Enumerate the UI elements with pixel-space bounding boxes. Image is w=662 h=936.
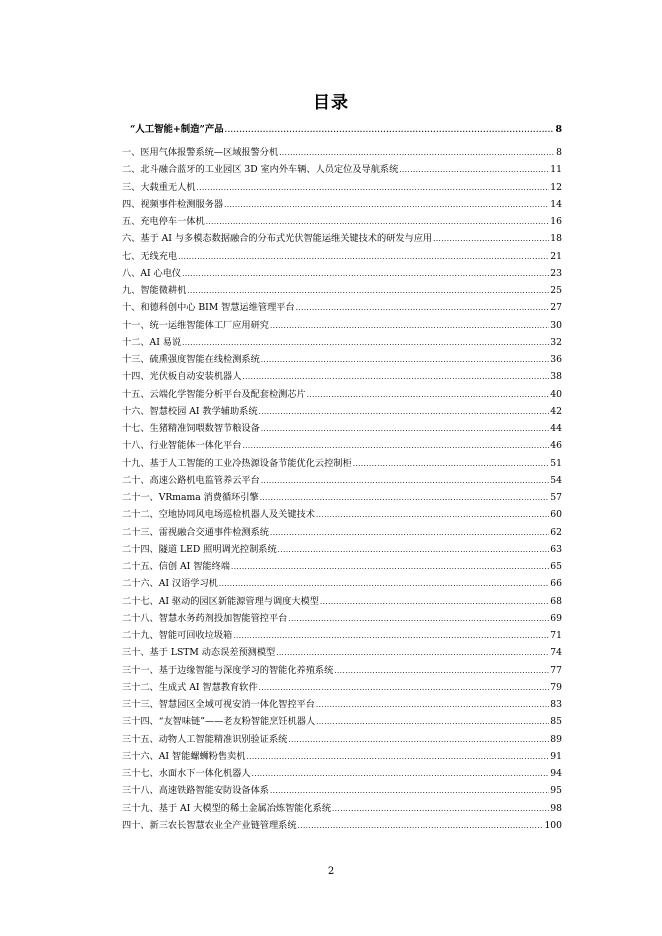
toc-entry-page: 12 [550,181,562,193]
toc-entry[interactable] [122,699,562,711]
toc-entry[interactable] [122,596,562,608]
toc-entry-page: 79 [550,681,562,693]
toc-entry[interactable] [122,354,562,366]
toc-entry[interactable] [122,716,562,728]
toc-entry-page: 100 [544,819,562,831]
toc-entry-page: 89 [550,733,562,745]
toc-entry[interactable] [122,785,562,797]
toc-entry-page: 91 [550,750,562,762]
toc-leader-dots [178,251,549,263]
toc-entry-page: 11 [550,164,562,176]
toc-entry-title: 三十二、生成式 AI 智慧教育软件 [122,681,258,693]
toc-entry[interactable] [122,578,562,590]
toc-entry-title: 十七、生猪精准饲喂数智节粮设备 [122,423,260,434]
toc-entry-page: 63 [550,543,562,555]
toc-leader-dots [316,716,549,728]
toc-entry[interactable] [122,613,562,625]
toc-entry[interactable] [122,302,562,314]
toc-entry[interactable] [122,216,562,228]
page-number: 2 [327,866,335,877]
toc-leader-dots [261,475,549,487]
toc-entry-title: 二十五、信创 AI 智能终端 [122,561,230,572]
toc-entry-page: 42 [550,405,562,417]
toc-entry[interactable] [122,665,562,677]
toc-leader-dots [261,354,549,366]
toc-entry-title: 三十、基于 LSTM 动态误差预测模型 [122,647,276,659]
toc-leader-dots [276,647,549,659]
toc-entry-title: 十、和德科创中心 BIM 智慧运维管理平台 [122,302,295,314]
toc-entry-title: 三十七、水面水下一体化机器人 [122,768,251,779]
toc-entry[interactable] [122,147,562,159]
page-title: 目录 [313,93,349,113]
toc-leader-dots [242,371,549,383]
toc-leader-dots [187,285,549,297]
toc-leader-dots [182,268,549,280]
toc-leader-dots [334,665,549,677]
toc-entry-page: 65 [550,561,562,572]
toc-entry-title: 三十八、高速铁路智能安防设备体系 [122,785,269,797]
toc-leader-dots [288,613,549,625]
toc-entry-page: 32 [550,336,562,348]
toc-entry-title: 十四、光伏板自动安装机器人 [122,371,242,383]
toc-leader-dots [246,751,549,763]
toc-leader-dots [242,440,549,452]
toc-entry-title: 十五、云端化学智能分析平台及配套检测芯片 [122,388,306,400]
toc-entry-title: 十八、行业智能体一体化平台 [122,440,242,452]
toc-entry[interactable] [122,509,562,521]
toc-entry[interactable] [122,320,562,332]
toc-entry-page: 83 [550,699,562,710]
toc-entry-title: 一、医用气体报警系统—区域报警分机 [122,147,279,158]
toc-entry-title: 二十一、VRmama 消费循环引擎 [122,492,259,503]
toc-entry-title: 十六、智慧校园 AI 教学辅助系统 [122,405,258,417]
toc-entry[interactable] [122,544,562,556]
toc-entry-page: 8 [555,124,562,135]
toc-entry[interactable] [122,440,562,452]
toc-leader-dots [259,682,550,694]
toc-entry-page: 16 [550,216,562,227]
toc-entry-page: 14 [550,198,562,210]
toc-entry-title: 三、大载重无人机 [122,181,196,193]
toc-entry-title: 九、智能微耕机 [122,285,187,296]
toc-entry-title: 二、北斗融合蓝牙的工业园区 3D 室内外车辆、人员定位及导航系统 [122,164,399,176]
toc-entry-title: 二十二、空地协同风电场巡检机器人及关键技术 [122,509,315,521]
toc-entry-title: 三十四、“友智味链”——老友粉智能烹饪机器人 [122,716,316,728]
toc-leader-dots [270,320,549,332]
toc-entry-page: 77 [550,664,562,676]
toc-entry-title: 三十一、基于边缘智能与深度学习的智能化养殖系统 [122,664,334,676]
toc-entry-title: 十二、AI 易说 [122,336,182,348]
toc-entry-title: 二十六、AI 汉语学习机 [122,578,218,590]
toc-entry-title: 二十、高速公路机电监管养云平台 [122,474,260,486]
toc-entry-page: 27 [550,302,562,314]
toc-entry-page: 68 [550,595,562,607]
toc-entry-title: 五、充电停车一体机 [122,216,205,227]
toc-entry[interactable] [122,337,562,349]
toc-entry[interactable] [122,199,562,211]
toc-leader-dots [182,337,549,349]
toc-entry-title: 十九、基于人工智能的工业冷热源设备节能优化云控制柜 [122,457,352,469]
toc-leader-dots [278,544,550,556]
toc-entry-title: 四、视频事件检测服务器 [122,198,224,210]
toc-entry[interactable] [122,268,562,280]
toc-entry-page: 74 [550,647,562,659]
toc-entry-page: 38 [550,371,562,383]
toc-entry[interactable] [122,406,562,418]
toc-entry[interactable] [122,647,562,659]
toc-entry[interactable] [122,682,562,694]
toc-entry-page: 30 [550,319,562,331]
toc-entry-page: 60 [550,509,562,521]
toc-entry[interactable] [122,492,562,504]
toc-entry-page: 36 [550,354,562,365]
toc-entry-title: 三十六、AI 智能螺蛳粉售卖机 [122,750,246,762]
toc-leader-dots [316,699,549,711]
toc-entry[interactable] [122,182,562,194]
toc-leader-dots [197,182,550,194]
toc-entry-page: 54 [550,474,562,486]
toc-entry-page: 44 [550,423,562,434]
toc-leader-dots [261,423,549,435]
toc-entry-page: 18 [550,233,562,245]
toc-entry-page: 51 [550,457,562,469]
toc-entry-title: 八、AI 心电仪 [122,267,182,279]
toc-entry-title: “人工智能+制造”产品 [130,124,224,135]
toc-entry[interactable] [122,751,562,763]
toc-entry[interactable] [122,820,562,832]
toc-entry[interactable] [122,561,562,573]
toc-leader-dots [332,803,549,815]
toc-entry-title: 二十八、智慧水务药剂投加智能管控平台 [122,612,288,624]
toc-entry[interactable] [122,527,562,539]
toc-entry-title: 三十五、动物人工智能精准识别验证系统 [122,733,288,745]
toc-entry-page: 94 [550,768,562,779]
toc-entry[interactable] [122,630,562,642]
toc-entry-page: 85 [550,716,562,728]
toc-entry-page: 57 [550,492,562,503]
toc-entry[interactable] [122,285,562,297]
toc-entry[interactable] [122,458,562,470]
toc-leader-dots [259,406,550,418]
toc-entry-title: 三十三、智慧园区全域可视安消一体化智控平台 [122,699,315,710]
toc-entry-page: 62 [550,526,562,538]
toc-entry-page: 71 [550,630,562,641]
toc-leader-dots [224,199,549,211]
toc-entry-title: 二十九、智能可回收垃圾箱 [122,630,233,641]
toc-leader-dots [399,164,549,176]
table-of-contents [122,124,562,837]
toc-entry[interactable] [122,734,562,746]
toc-entry[interactable] [122,803,562,815]
toc-entry-title: 二十七、AI 驱动的园区新能源管理与调度大模型 [122,595,319,607]
toc-leader-dots [307,389,550,401]
toc-leader-dots [288,734,549,746]
toc-leader-dots [353,458,550,470]
toc-entry-page: 98 [550,802,562,814]
toc-entry-title: 十三、硫熏强度智能在线检测系统 [122,354,260,365]
toc-entry[interactable] [122,233,562,245]
toc-leader-dots [270,785,549,797]
toc-leader-dots [231,561,549,573]
toc-entry-title: 二十四、隧道 LED 照明调光控制系统 [122,543,277,555]
toc-entry-page: 21 [550,250,562,262]
toc-entry-page: 8 [556,147,562,158]
toc-section-heading[interactable] [130,124,562,136]
toc-entry-page: 25 [550,285,562,296]
toc-entry-page: 69 [550,612,562,624]
toc-entry-page: 46 [550,440,562,452]
toc-leader-dots [225,124,555,136]
toc-entry-title: 四十、新三农长智慧农业全产业链管理系统 [122,819,297,831]
toc-entry[interactable] [122,371,562,383]
toc-leader-dots [233,630,549,642]
toc-entry[interactable] [122,423,562,435]
toc-entry[interactable] [122,389,562,401]
toc-leader-dots [320,596,549,608]
toc-entry-title: 七、无线充电 [122,250,178,262]
toc-entry-title: 十一、统一运维智能体工厂应用研究 [122,319,269,331]
toc-leader-dots [206,216,550,228]
toc-leader-dots [433,233,549,245]
toc-entry-title: 二十三、雷视融合交通事件检测系统 [122,526,269,538]
toc-entry[interactable] [122,475,562,487]
toc-leader-dots [296,302,550,314]
toc-leader-dots [279,147,555,159]
toc-entry-title: 三十九、基于 AI 大模型的稀土金属冶炼智能化系统 [122,802,332,814]
toc-entry-page: 95 [550,785,562,797]
toc-leader-dots [219,578,549,590]
toc-leader-dots [298,820,544,832]
toc-entry[interactable] [122,768,562,780]
toc-entry[interactable] [122,164,562,176]
toc-entry-page: 66 [550,578,562,590]
toc-entry-title: 六、基于 AI 与多模态数据融合的分布式光伏智能运维关键技术的研发与应用 [122,233,433,245]
toc-leader-dots [270,527,549,539]
toc-leader-dots [260,492,550,504]
toc-entry[interactable] [122,251,562,263]
toc-leader-dots [252,768,550,780]
toc-entry-page: 40 [550,388,562,400]
toc-leader-dots [316,509,549,521]
toc-entry-page: 23 [550,267,562,279]
